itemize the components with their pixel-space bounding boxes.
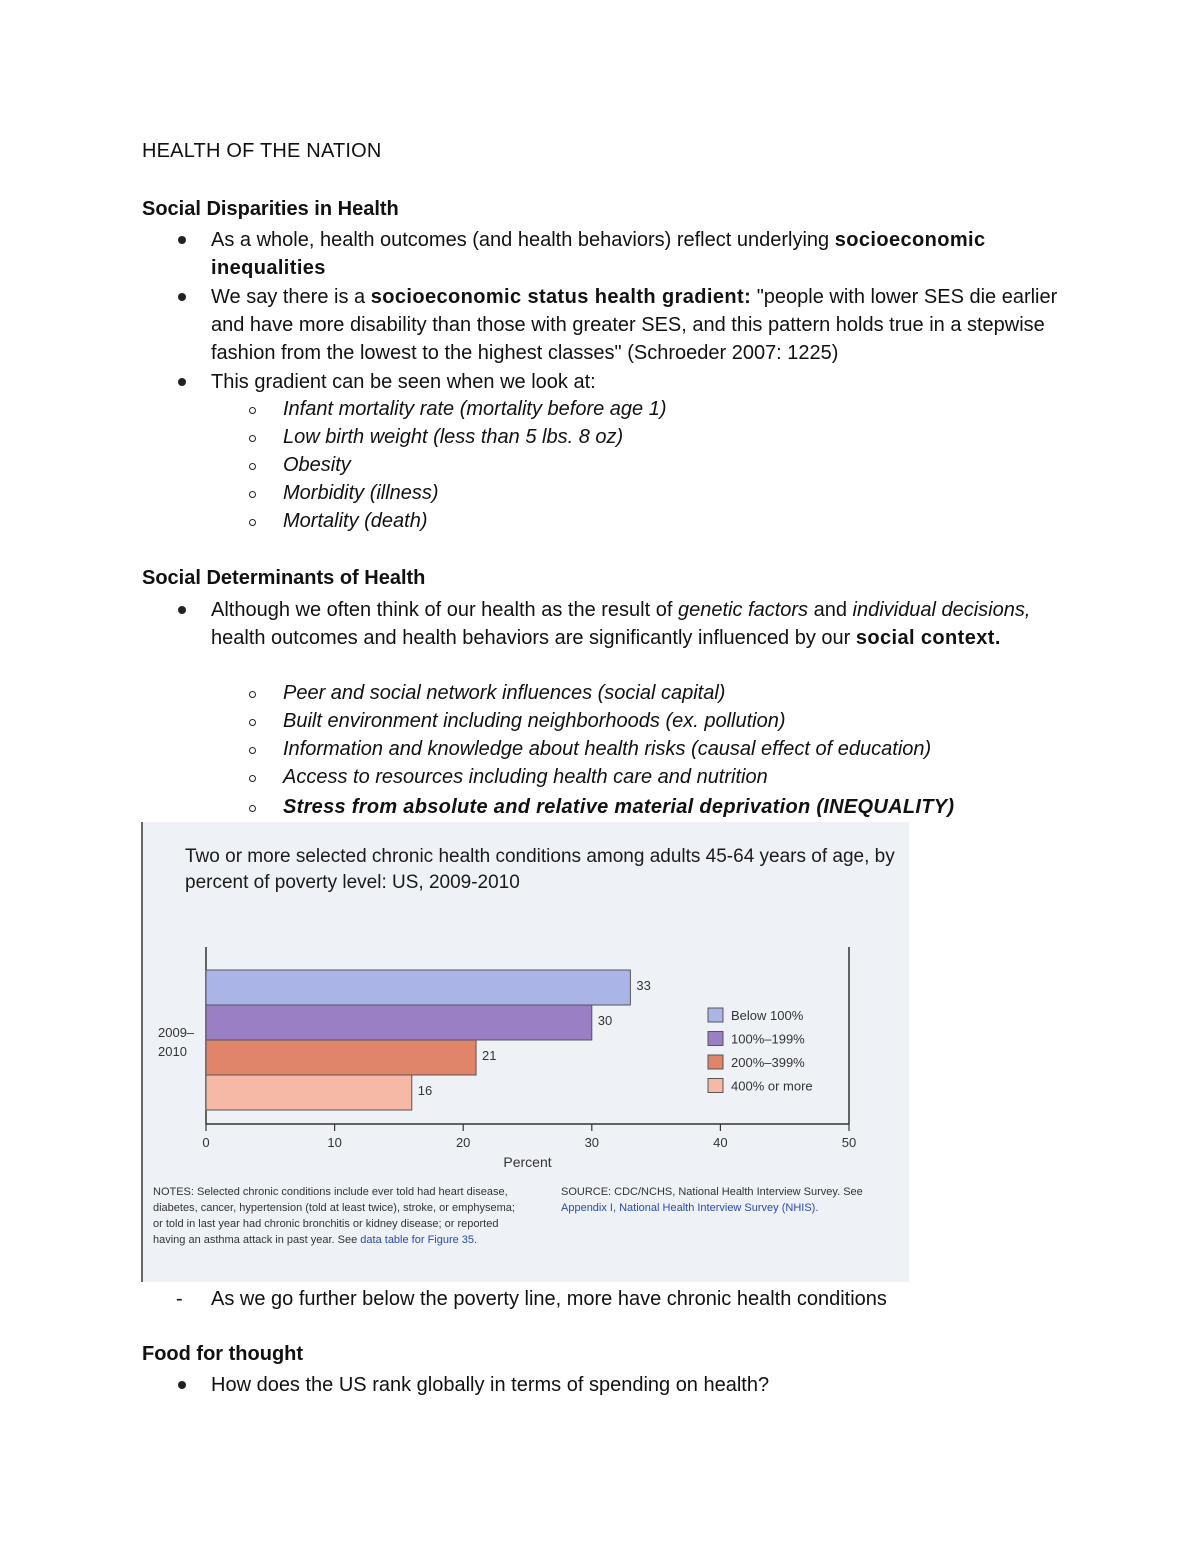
legend-label: 100%–199% (731, 1031, 805, 1047)
sub-bullet-icon (249, 463, 256, 470)
sub-bullet-text-bold: Stress from absolute and relative material deprivation (INEQUALITY) (283, 796, 955, 818)
bullet-text: How does the US rank globally in terms of spending on health? (211, 1374, 770, 1396)
x-axis-label: Percent (503, 1154, 552, 1170)
source-link[interactable]: Appendix I, National Health Interview Survey (NHIS). (561, 1202, 819, 1214)
bullet-text: As a whole, health outcomes (and health behaviors) reflect underlying socioeconomic inequalities (211, 229, 986, 280)
bar-below-100- (206, 970, 630, 1005)
category-label: 2010 (158, 1044, 187, 1059)
sub-bullet-icon (249, 719, 256, 726)
data-label: 21 (482, 1048, 497, 1063)
section-heading-determinants: Social Determinants of Health (142, 567, 426, 589)
legend-swatch (708, 1008, 723, 1022)
bullet-icon (178, 606, 186, 614)
sub-bullet-icon (249, 691, 256, 698)
bar-200-399- (206, 1040, 476, 1075)
bullet-text: We say there is a socioeconomic status health gradient: "people with lower SES die earlier and have more disability than those with greater SES, and this pattern holds true in a stepwise fashion from the lowest to the highest classes" (Schroeder 2007: 1225) (211, 286, 1058, 365)
sub-bullet-text: Mortality (death) (283, 510, 428, 532)
sub-bullet-icon (249, 407, 256, 414)
bullet-icon (178, 1381, 186, 1389)
sub-bullet-icon (249, 805, 256, 812)
figure-edge (141, 822, 143, 1282)
legend-label: 200%–399% (731, 1055, 805, 1070)
x-tick-label: 20 (455, 1135, 471, 1150)
chart-svg (141, 822, 909, 1182)
sub-bullet-text: Access to resources including health care and nutrition (283, 766, 768, 788)
sub-bullet-text: Built environment including neighborhoods (ex. pollution) (283, 710, 786, 732)
bullet-text: This gradient can be seen when we look at: (211, 371, 596, 393)
sub-bullet-icon (249, 435, 256, 442)
chart-title: Two or more selected chronic health conditions among adults 45-64 years of age, by percent of poverty level: US, 2009-2010 (185, 846, 895, 893)
notes-link[interactable]: data table for Figure 35. (360, 1234, 478, 1246)
dash-marker: - (176, 1288, 183, 1310)
legend-swatch (708, 1079, 723, 1093)
data-label: 33 (636, 978, 651, 993)
x-tick-label: 50 (841, 1135, 857, 1150)
bullet-icon (178, 236, 186, 244)
data-label: 16 (417, 1083, 433, 1098)
bar-400-or-more (206, 1075, 412, 1110)
chart-caption: As we go further below the poverty line, more have chronic health conditions (211, 1288, 887, 1310)
sub-bullet-icon (249, 519, 256, 526)
bar-100-199- (206, 1005, 592, 1040)
section-heading-food-for-thought: Food for thought (142, 1343, 304, 1365)
sub-bullet-icon (249, 747, 256, 754)
sub-bullet-text: Information and knowledge about health risks (causal effect of education) (283, 738, 932, 760)
legend-swatch (708, 1055, 723, 1069)
bullet-text: Although we often think of our health as the result of genetic factors and individual decisions, health outcomes and health behaviors are significantly influenced by our social context. (211, 599, 1031, 650)
x-tick-label: 40 (713, 1135, 728, 1150)
category-label: 2009– (158, 1025, 195, 1040)
bullet-icon (178, 293, 186, 301)
page-title: HEALTH OF THE NATION (142, 140, 382, 162)
sub-bullet-icon (249, 491, 256, 498)
sub-bullet-icon (249, 775, 256, 782)
x-tick-label: 0 (202, 1135, 210, 1150)
x-tick-label: 10 (327, 1135, 342, 1150)
data-label: 30 (597, 1013, 613, 1028)
section-heading-disparities: Social Disparities in Health (142, 198, 399, 220)
chart-notes: NOTES: Selected chronic conditions include ever told had heart disease, diabetes, cancer, hypertension (told at least twice), stroke, or emphysema; or told in last year had chronic bronchitis or kidney disease; or reported having an asthma attack in past year. See data table for Figure 35. (153, 1186, 515, 1246)
chart-source: SOURCE: CDC/NCHS, National Health Interview Survey. See Appendix I, National Health Interview Survey (NHIS). (561, 1186, 863, 1214)
sub-bullet-text: Obesity (283, 454, 351, 476)
chart-figure (141, 822, 909, 1282)
sub-bullet-text: Infant mortality rate (mortality before age 1) (283, 398, 667, 420)
legend-label: Below 100% (731, 1008, 804, 1023)
legend-swatch (708, 1032, 723, 1046)
sub-bullet-text: Morbidity (illness) (283, 482, 439, 504)
sub-bullet-text: Peer and social network influences (social capital) (283, 682, 726, 704)
x-tick-label: 30 (584, 1135, 600, 1150)
sub-bullet-text: Low birth weight (less than 5 lbs. 8 oz) (283, 426, 624, 448)
bullet-icon (178, 378, 186, 386)
legend-label: 400% or more (731, 1078, 813, 1094)
